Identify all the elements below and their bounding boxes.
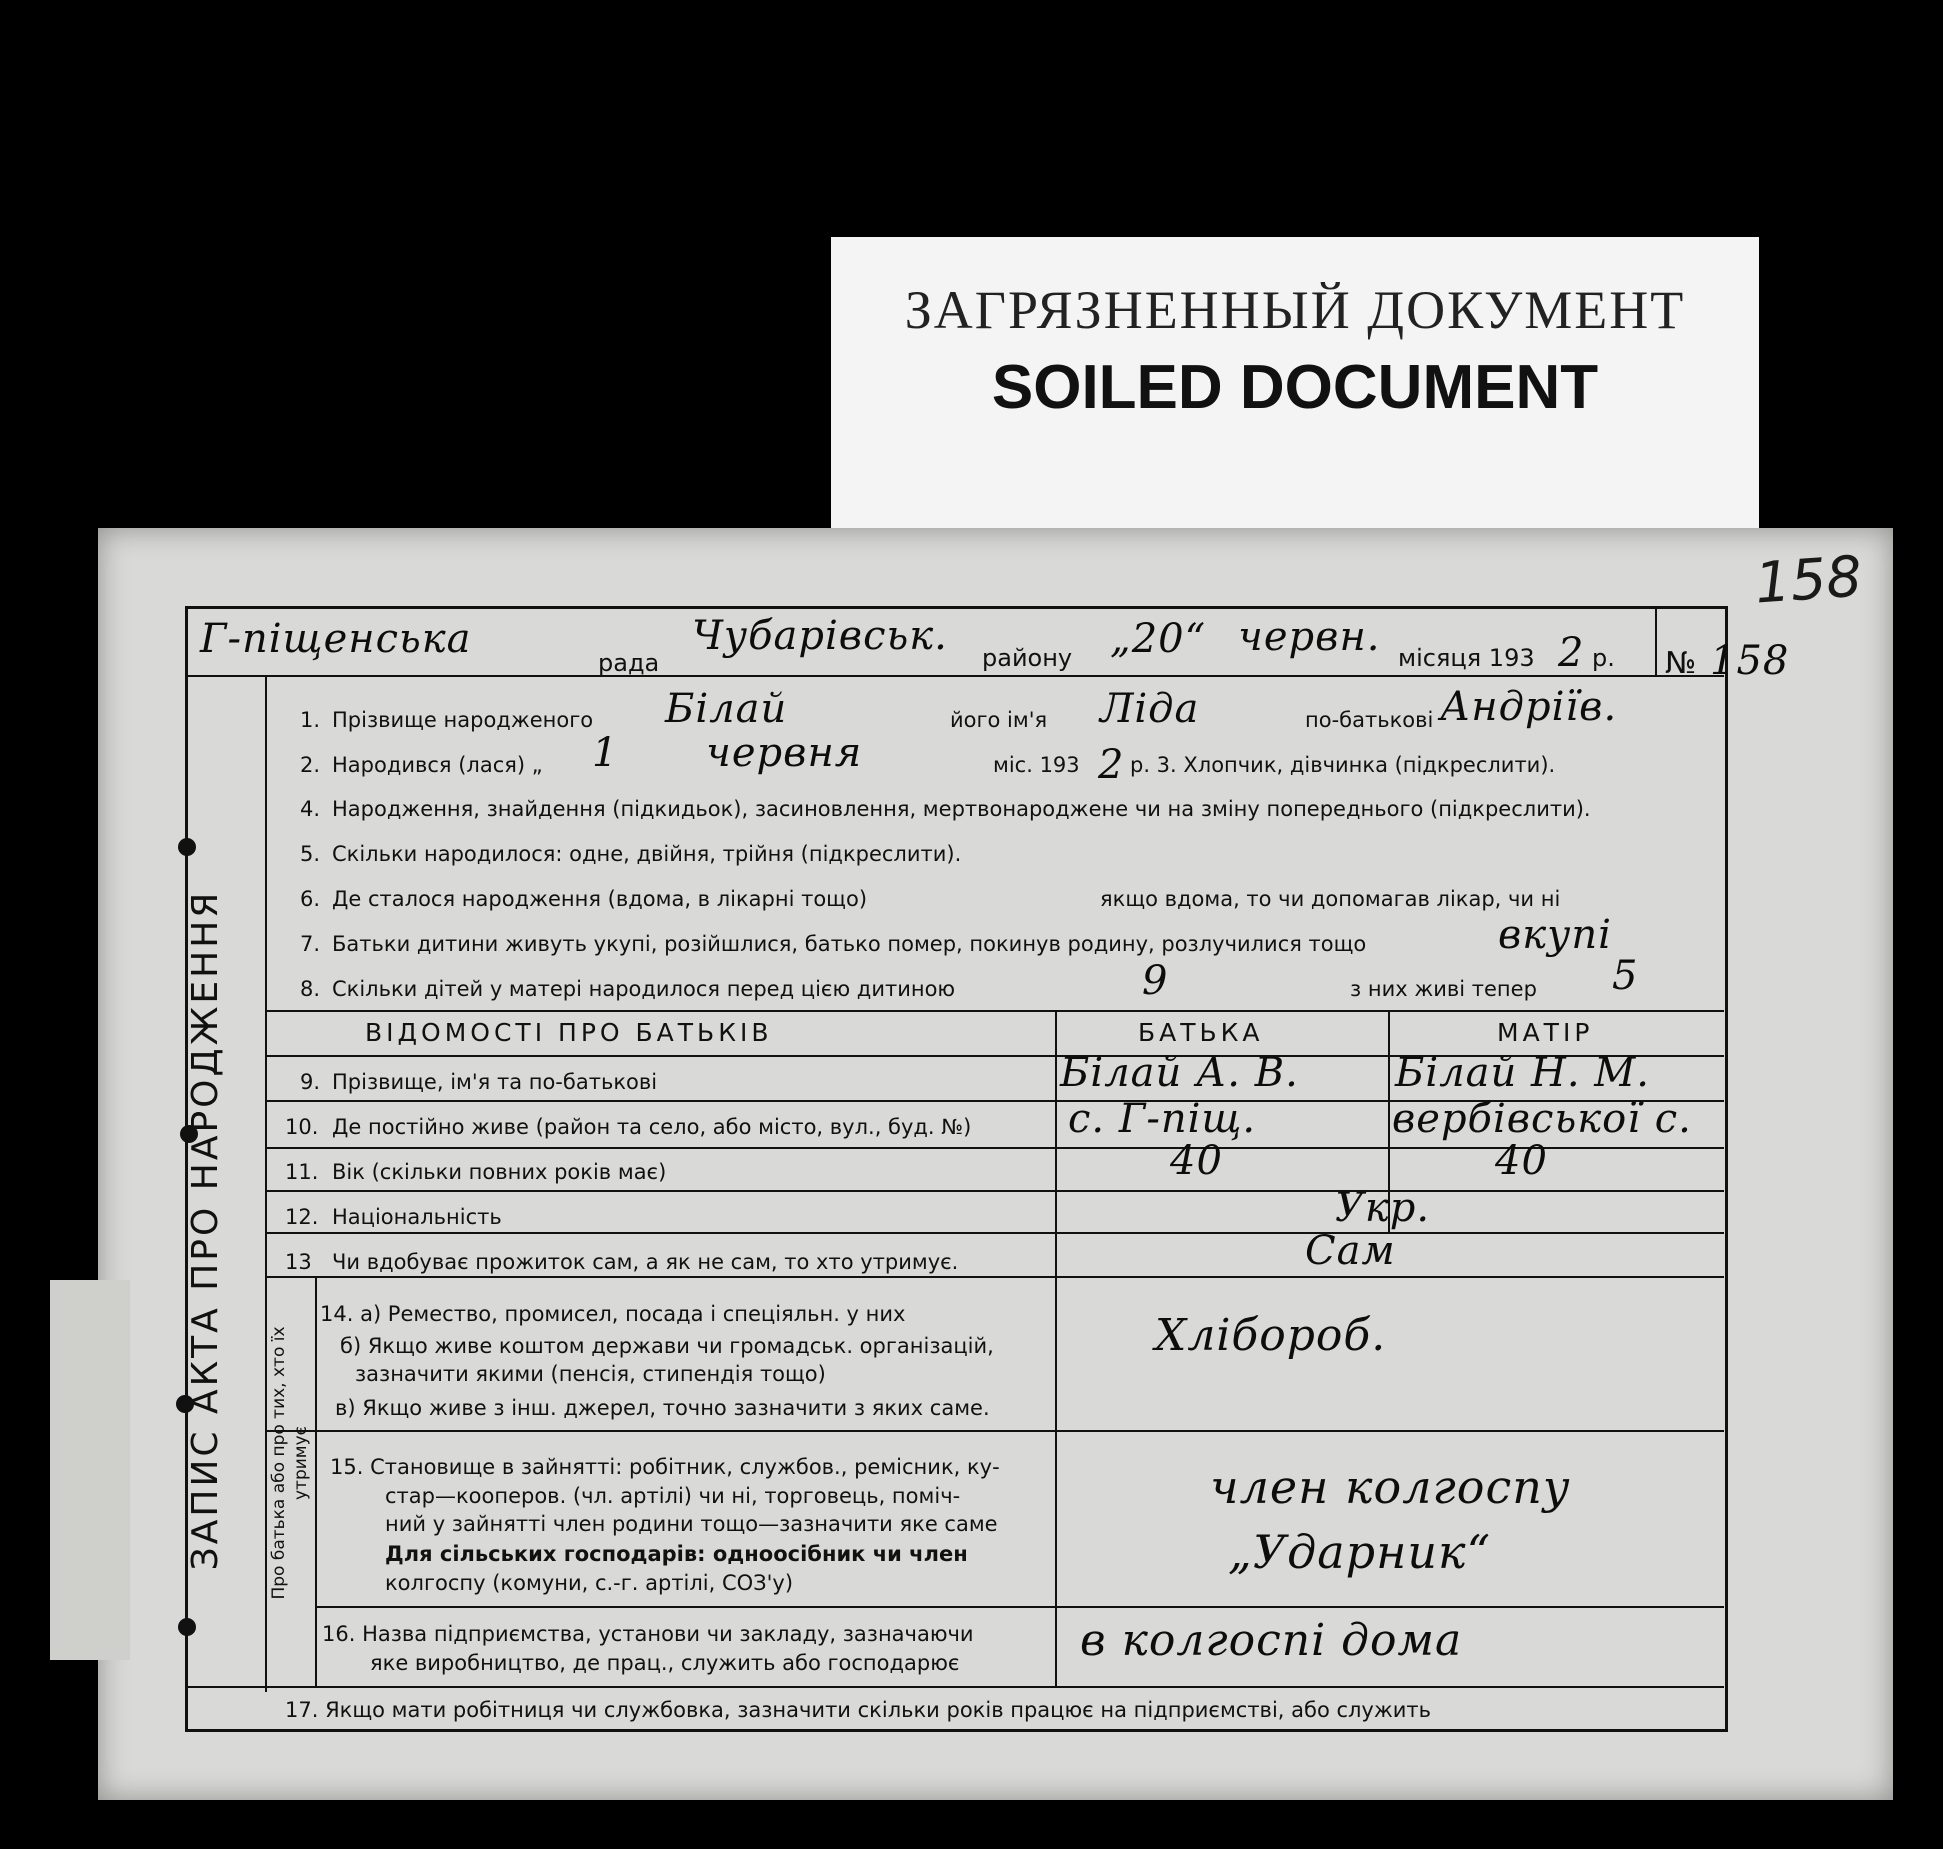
hw-children-before: 9 (1142, 958, 1169, 1004)
hw-nationality: Укр. (1335, 1185, 1431, 1231)
table-rule (265, 1190, 1724, 1192)
table-rule (265, 1276, 1724, 1278)
row5-num: 5. (300, 842, 321, 866)
row7-num: 7. (300, 932, 321, 956)
label-english: SOILED DOCUMENT (991, 353, 1599, 422)
hw-surname: Білай (665, 686, 788, 732)
row15-l5: колгоспу (комуни, с.-г. артілі, СОЗ'у) (385, 1571, 794, 1595)
table-rule (185, 1686, 1724, 1688)
row1-text: Прізвище народженого (332, 708, 594, 732)
col-father-header: БАТЬКА (1138, 1018, 1264, 1047)
hw-name: Ліда (1100, 686, 1200, 732)
hw-rayon: Чубарівськ. (692, 613, 948, 659)
row4-num: 4. (300, 797, 321, 821)
row10-num: 10. (285, 1115, 319, 1139)
number-label: № (1665, 646, 1697, 681)
row2-text3: р. 3. Хлопчик, дівчинка (підкреслити). (1130, 753, 1556, 777)
header-rule (185, 675, 1724, 677)
rada-label: рада (598, 649, 660, 677)
form-side-subtitle: Про батька або про тих, хто їх утримує (269, 1326, 311, 1600)
row17: 17. Якщо мати робітниця чи службовка, зазначити скільки років працює на підприємстві, або служить (285, 1698, 1432, 1722)
row16-l1: 16. Назва підприємства, установи чи закладу, зазначаючи (322, 1622, 974, 1646)
hw-father-name: Білай А. В. (1060, 1050, 1299, 1096)
hw-mother-age: 40 (1495, 1138, 1548, 1184)
row1-text2: його ім'я (950, 708, 1048, 732)
year-suffix: р. (1592, 644, 1615, 672)
hw-birth-day: 1 (592, 730, 619, 776)
hw-year: 2 (1558, 630, 1585, 676)
row15-l3: ний у зайнятті член родини тощо—зазначити яке саме (385, 1512, 998, 1536)
hw-father-residence: с. Г-піщ. (1068, 1096, 1257, 1142)
row6-num: 6. (300, 887, 321, 911)
hw-living: вкупі (1498, 912, 1612, 958)
row11-num: 11. (285, 1160, 319, 1184)
row8-num: 8. (300, 977, 321, 1001)
soiled-document-label (831, 237, 1759, 532)
row10-text: Де постійно живе (район та село, або місто, вул., буд. №) (332, 1115, 972, 1139)
hw-rada: Г-піщенська (200, 616, 472, 662)
row9-num: 9. (300, 1070, 321, 1094)
month-label: місяця 193 (1398, 644, 1535, 672)
table-rule (315, 1606, 1724, 1608)
page-number-stamp: 158 (1752, 544, 1865, 617)
hw-birth-year: 2 (1098, 742, 1125, 788)
hw-patronymic: Андріїв. (1440, 684, 1618, 730)
hw-children-alive: 5 (1612, 953, 1639, 999)
row1-num: 1. (300, 708, 321, 732)
row1-text3: по-батькові (1305, 708, 1434, 732)
row14a: 14. а) Ремество, промисел, посада і спеціяльн. у них (320, 1302, 906, 1326)
row6-text: Де сталося народження (вдома, в лікарні тощо) (332, 887, 868, 911)
hw-workplace: в колгоспі дома (1080, 1615, 1463, 1666)
row2-text: Народився (лася) „ (332, 753, 543, 777)
table-rule (265, 1430, 1724, 1432)
row14b1: б) Якщо живе коштом держави чи громадськ. організацій, (340, 1334, 994, 1358)
inner-left-rule (265, 675, 267, 1692)
row15-l2: стар—кооперов. (чл. артілі) чи ні, торговець, поміч- (385, 1484, 961, 1508)
hw-kolkhoz-member: член колгоспу (1210, 1460, 1571, 1514)
table-rule (265, 1232, 1724, 1234)
row11-text: Вік (скільки повних років має) (332, 1160, 667, 1184)
row13-num: 13 (285, 1250, 312, 1274)
hw-day: „20“ (1110, 616, 1207, 662)
row12-num: 12. (285, 1205, 319, 1229)
row2-text2: міс. 193 (993, 753, 1080, 777)
hw-mother-name: Білай Н. М. (1395, 1050, 1650, 1096)
label-russian: ЗАГРЯЗНЕННЫЙ ДОКУМЕНТ (904, 280, 1686, 340)
col-mother-header: МАТІР (1497, 1018, 1594, 1047)
row14c: в) Якщо живе з інш. джерел, точно зазначити з яких саме. (335, 1396, 990, 1420)
row5-text: Скільки народилося: одне, двійня, трійня (підкреслити). (332, 842, 962, 866)
hw-self-support: Сам (1305, 1228, 1396, 1274)
hw-father-age: 40 (1170, 1138, 1223, 1184)
row15-l4: Для сільських господарів: одноосібник чи член (385, 1542, 968, 1566)
row16-l2: яке виробництво, де прац., служить або господарює (370, 1651, 960, 1675)
row9-text: Прізвище, ім'я та по-батькові (332, 1070, 658, 1094)
hw-mother-residence: вербівської с. (1392, 1096, 1692, 1142)
row15-l1: 15. Становище в зайнятті: робітник, службов., ремісник, ку- (330, 1455, 1000, 1479)
row8-text2: з них живі тепер (1350, 977, 1537, 1001)
hw-birth-month: червня (706, 730, 863, 776)
torn-edge (50, 1280, 130, 1660)
father-col-rule (1055, 1010, 1057, 1686)
row2-num: 2. (300, 753, 321, 777)
form-side-title: ЗАПИС АКТА ПРО НАРОДЖЕННЯ (185, 889, 226, 1571)
rayon-label: району (982, 644, 1073, 672)
row4-text: Народження, знайдення (підкидьок), засиновлення, мертвонароджене чи на зміну попереднього (підкреслити). (332, 797, 1591, 821)
row14b2: зазначити якими (пенсія, стипендія тощо) (355, 1362, 826, 1386)
row7-text: Батьки дитини живуть укупі, розійшлися, батько помер, покинув родину, розлучилися тощо (332, 932, 1367, 956)
hw-kolkhoz-name: „Ударник“ (1228, 1525, 1492, 1579)
table-top-rule (265, 1010, 1724, 1012)
row13-text: Чи вдобуває прожиток сам, а як не сам, то хто утримує. (332, 1250, 959, 1274)
hw-number: 158 (1710, 638, 1790, 684)
hw-month: червн. (1238, 614, 1381, 660)
number-box-divider (1655, 606, 1657, 677)
row12-text: Національність (332, 1205, 502, 1229)
row8-text: Скільки дітей у матері народилося перед цією дитиною (332, 977, 956, 1001)
col-info-header: ВІДОМОСТІ ПРО БАТЬКІВ (365, 1018, 773, 1047)
hw-occupation: Хлібороб. (1155, 1310, 1387, 1361)
row6-text2: якщо вдома, то чи допомагав лікар, чи ні (1100, 887, 1561, 911)
